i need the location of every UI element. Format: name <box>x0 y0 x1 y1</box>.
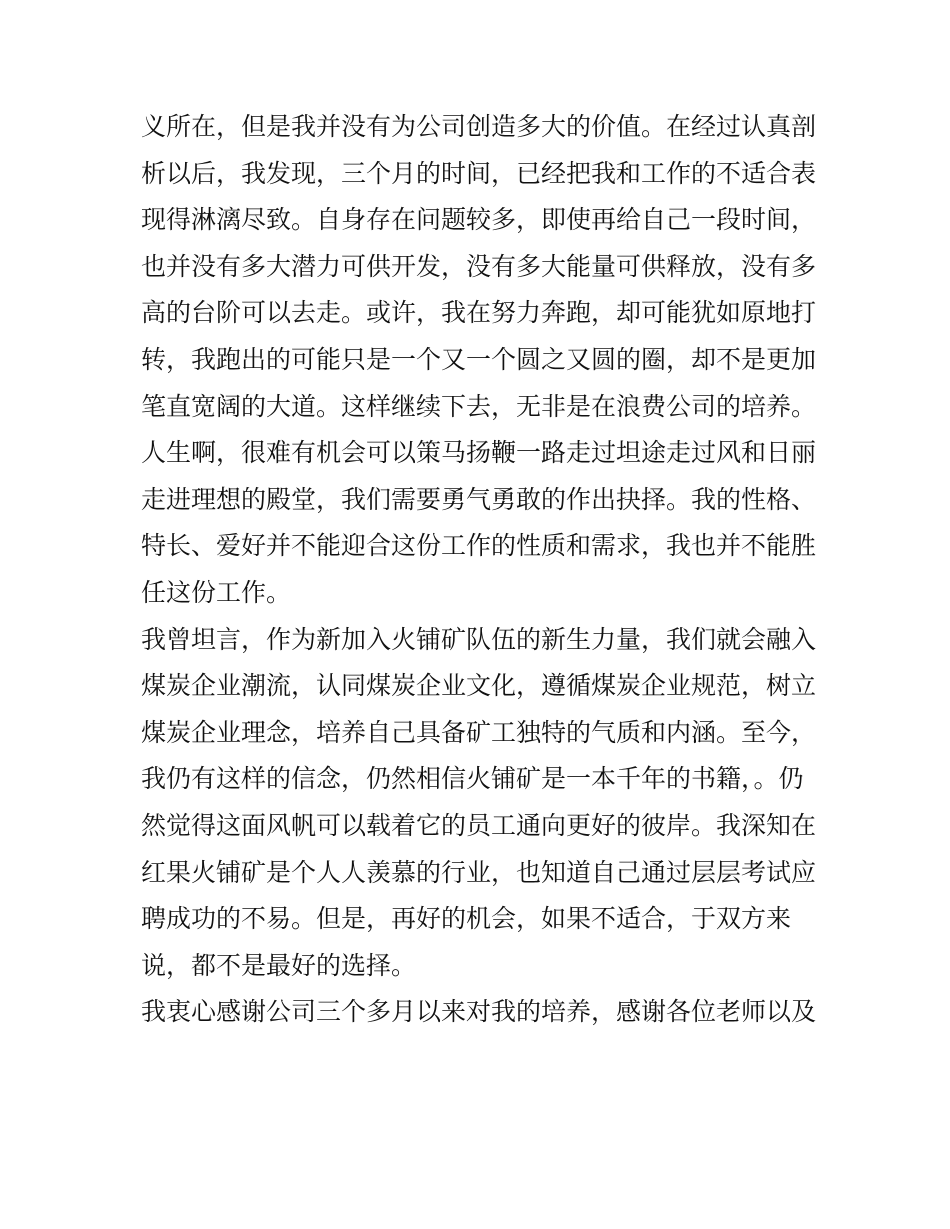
text-line: 我衷心感谢公司三个多月以来对我的培养，感谢各位老师以及 <box>141 997 817 1027</box>
body-text <box>141 104 821 1036</box>
text-line: 转，我跑出的可能只是一个又一个圆之又圆的圈，却不是更加 <box>141 344 817 374</box>
text-line: 然觉得这面风帆可以载着它的员工通向更好的彼岸。我深知在 <box>141 810 817 840</box>
text-line: 煤炭企业潮流，认同煤炭企业文化，遵循煤炭企业规范，树立 <box>141 671 817 701</box>
text-line: 我仍有这样的信念，仍然相信火铺矿是一本千年的书籍，。仍 <box>141 764 804 794</box>
text-line: 煤炭企业理念，培养自己具备矿工独特的气质和内涵。至今， <box>141 717 817 747</box>
text-line: 析以后，我发现，三个月的时间，已经把我和工作的不适合表 <box>141 158 817 188</box>
text-line: 笔直宽阔的大道。这样继续下去，无非是在浪费公司的培养。 <box>141 391 817 421</box>
text-line: 义所在，但是我并没有为公司创造多大的价值。在经过认真剖 <box>141 112 817 141</box>
text-line: 说，都不是最好的选择。 <box>141 950 417 980</box>
text-line: 聘成功的不易。但是，再好的机会，如果不适合，于双方来 <box>141 904 792 934</box>
text-line: 也并没有多大潜力可供开发，没有多大能量可供释放，没有多 <box>141 251 817 281</box>
text-line: 红果火铺矿是个人人羡慕的行业，也知道自己通过层层考试应 <box>141 857 817 887</box>
text-line: 任这份工作。 <box>141 577 292 607</box>
text-line: 高的台阶可以去走。或许，我在努力奔跑，却可能犹如原地打 <box>141 298 817 328</box>
text-line: 现得淋漓尽致。自身存在问题较多，即使再给自己一段时间， <box>141 205 817 235</box>
text-line: 人生啊，很难有机会可以策马扬鞭一路走过坦途走过风和日丽 <box>141 438 817 468</box>
text-line: 我曾坦言，作为新加入火铺矿队伍的新生力量，我们就会融入 <box>141 624 817 654</box>
text-line: 走进理想的殿堂，我们需要勇气勇敢的作出抉择。我的性格、 <box>141 484 817 514</box>
text-line: 特长、爱好并不能迎合这份工作的性质和需求，我也并不能胜 <box>141 531 817 561</box>
